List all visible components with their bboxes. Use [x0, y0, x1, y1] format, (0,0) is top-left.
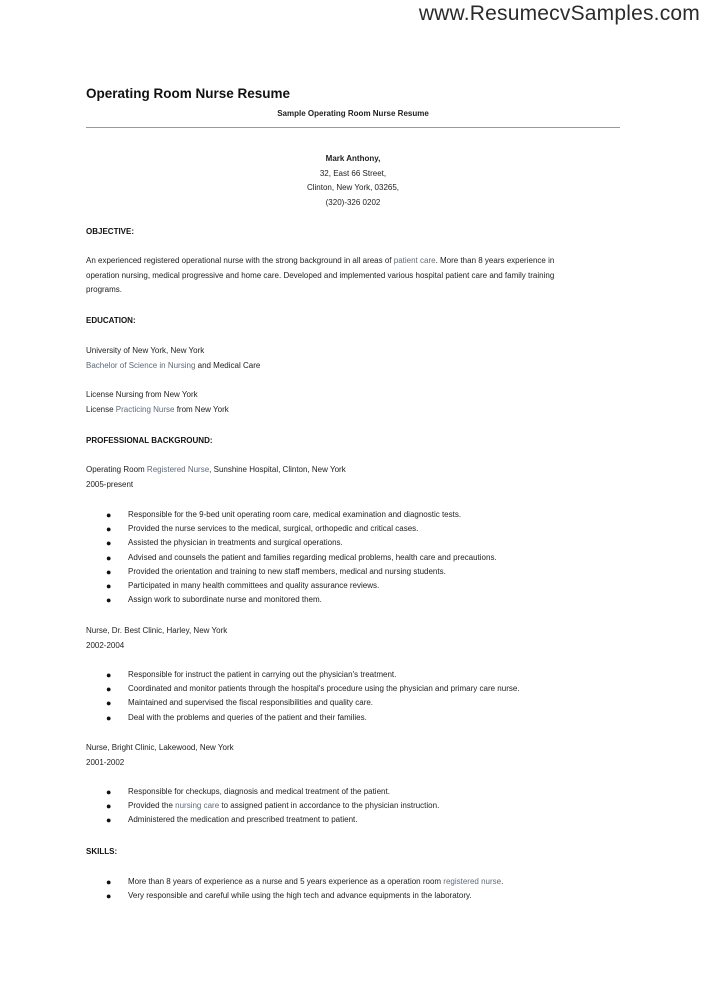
skill-text: Very responsible and careful while using the high tech and advance equipments in the laboratory. [128, 891, 472, 901]
job-2-title: Nurse, Dr. Best Clinic, Harley, New York [86, 626, 228, 635]
list-item [86, 785, 439, 799]
education-licenses [86, 388, 606, 417]
job-3-duties [86, 785, 439, 828]
registered-nurse-link[interactable]: Registered Nurse [146, 465, 210, 474]
skills-list [86, 875, 503, 903]
registered-nurse-skill-link[interactable]: registered nurse [443, 877, 502, 886]
duty-text: Provided the [128, 801, 176, 811]
education-university: University of New York, New York [86, 346, 205, 355]
contact-phone: (320)-326 0202 [325, 197, 381, 207]
bullet-icon: ● [106, 712, 112, 723]
objective-heading: OBJECTIVE: [86, 227, 135, 236]
duty-text: Assisted the physician in treatments and surgical operations. [128, 538, 343, 548]
bullet-icon: ● [106, 566, 112, 577]
list-item [86, 593, 497, 607]
list-item [86, 682, 520, 696]
duty-text: Assign work to subordinate nurse and monitored them. [128, 595, 322, 605]
bullet-icon: ● [106, 552, 112, 563]
bullet-icon: ● [106, 510, 112, 520]
bullet-icon: ● [106, 787, 112, 797]
background-heading: PROFESSIONAL BACKGROUND: [86, 436, 213, 445]
duty-text: Provided the orientation and training to new staff members, medical and nursing students. [128, 566, 446, 576]
bullet-icon: ● [106, 891, 112, 902]
objective-line-2: operation nursing, medical progressive and home care. Developed and implemented various hospital patient care and family training [86, 270, 555, 280]
objective-line-3: programs. [86, 285, 123, 294]
education-degree [86, 344, 606, 373]
job-2-dates: 2002-2004 [86, 640, 125, 650]
nursing-care-link[interactable]: nursing care [175, 801, 220, 811]
bullet-icon: ● [106, 524, 112, 535]
bullet-icon: ● [106, 670, 112, 680]
contact-name: Mark Anthony, [325, 154, 381, 163]
education-degree-rest: and Medical Care [195, 360, 261, 370]
resume-subtitle: Sample Operating Room Nurse Resume [277, 109, 429, 118]
list-item [86, 522, 497, 536]
list-item [86, 813, 439, 827]
objective-text-part: . More than 8 years experience in [435, 256, 555, 265]
duty-text: Responsible for instruct the patient in carrying out the physician's treatment. [128, 670, 397, 679]
duty-text: Coordinated and monitor patients through the hospital's procedure using the physician and primary care nurse. [128, 684, 520, 694]
bullet-icon: ● [106, 684, 112, 695]
duty-text: Deal with the problems and queries of the patient and their families. [128, 712, 367, 722]
skills-heading: SKILLS: [86, 847, 118, 856]
duty-text: Administered the medication and prescribed treatment to patient. [128, 815, 358, 825]
job-3-dates: 2001-2002 [86, 757, 125, 767]
objective-text-part: An experienced registered operational nurse with the strong background in all areas of [86, 256, 394, 265]
job-3-header [86, 741, 606, 770]
contact-block [86, 152, 620, 210]
list-item [86, 668, 520, 682]
job-1-dates: 2005-present [86, 479, 134, 489]
bullet-icon: ● [106, 581, 112, 592]
title-divider [86, 127, 620, 128]
education-heading: EDUCATION: [86, 316, 136, 325]
education-degree-line [86, 359, 606, 374]
duty-text: Provided the nurse services to the medical, surgical, orthopedic and critical cases. [128, 524, 419, 534]
bullet-icon: ● [106, 595, 112, 606]
bullet-icon: ● [106, 815, 112, 826]
job-2-duties [86, 668, 520, 725]
duty-text: to assigned patient in accordance to the physician instruction. [219, 801, 440, 811]
license-text-part: from New York [174, 404, 229, 414]
list-item [86, 579, 497, 593]
list-item [86, 889, 503, 903]
list-item [86, 508, 497, 522]
resume-title: Operating Room Nurse Resume [86, 86, 291, 101]
objective-line-1 [86, 254, 606, 269]
list-item [86, 536, 497, 550]
education-license-1: License Nursing from New York [86, 390, 198, 399]
job-1-header [86, 463, 606, 492]
skill-text: More than 8 years of experience as a nurse and 5 years experience as a operation room [128, 877, 444, 886]
bachelor-nursing-link[interactable]: Bachelor of Science in Nursing [86, 360, 196, 370]
patient-care-link[interactable]: patient care [393, 256, 436, 265]
license-text-part: License [86, 404, 116, 414]
list-item [86, 799, 439, 813]
duty-text: Responsible for checkups, diagnosis and medical treatment of the patient. [128, 787, 390, 796]
job-3-title: Nurse, Bright Clinic, Lakewood, New York [86, 743, 234, 752]
list-item [86, 875, 503, 889]
duty-text: Participated in many health committees and quality assurance reviews. [128, 581, 380, 591]
bullet-icon: ● [106, 877, 112, 887]
job-title-part: Operating Room [86, 465, 147, 474]
practicing-nurse-link[interactable]: Practicing Nurse [115, 404, 175, 414]
contact-city: Clinton, New York, 03265, [306, 183, 400, 192]
list-item [86, 565, 497, 579]
education-license-2 [86, 403, 606, 418]
contact-street: 32, East 66 Street, [319, 168, 387, 178]
job-1-title [86, 463, 606, 478]
objective-text [86, 254, 606, 298]
list-item [86, 551, 497, 565]
bullet-icon: ● [106, 801, 112, 812]
job-2-header [86, 624, 606, 653]
site-watermark: www.ResumecvSamples.com [418, 2, 700, 25]
list-item [86, 696, 520, 710]
skill-text: . [501, 877, 504, 886]
list-item [86, 711, 520, 725]
bullet-icon: ● [106, 538, 112, 549]
job-1-duties [86, 508, 497, 607]
duty-text: Advised and counsels the patient and families regarding medical problems, health care and precautions. [128, 552, 497, 562]
duty-text: Responsible for the 9-bed unit operating room care, medical examination and diagnostic tests. [128, 510, 462, 519]
job-title-part: , Sunshine Hospital, Clinton, New York [209, 465, 346, 474]
bullet-icon: ● [106, 698, 112, 709]
duty-text: Maintained and supervised the fiscal responsibilities and quality care. [128, 698, 374, 708]
